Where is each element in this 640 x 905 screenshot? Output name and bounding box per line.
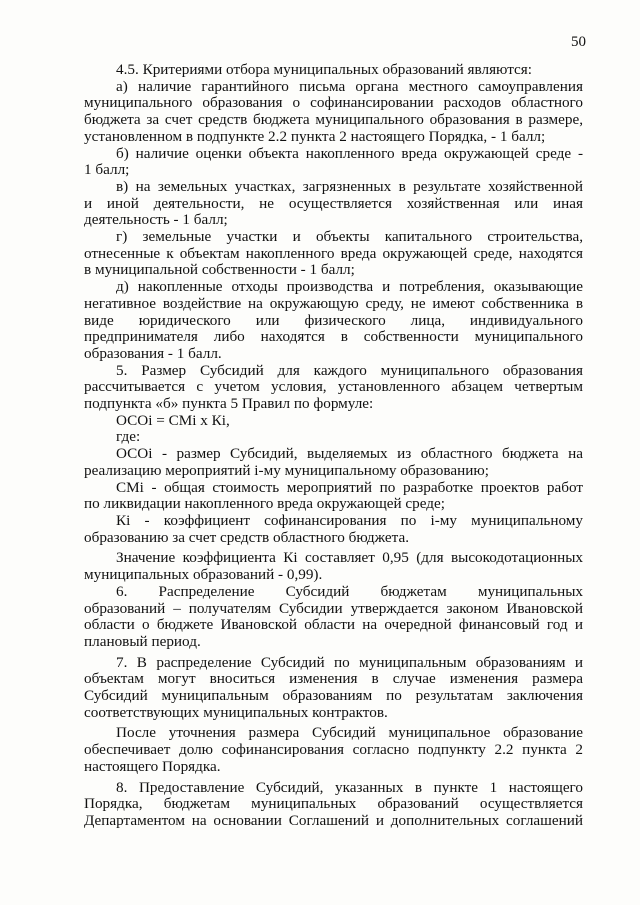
text-line: предпринимателя либо находятся в собственности муниципального bbox=[84, 328, 583, 346]
text-line: образований – получателям Субсидии утверждается законом Ивановской bbox=[84, 599, 583, 617]
document-body bbox=[84, 62, 583, 830]
text-line: 4.5. Критериями отбора муниципальных образований являются: bbox=[116, 61, 532, 78]
text-line: плановый период. bbox=[84, 632, 201, 650]
text-line: в муниципальной собственности - 1 балл; bbox=[84, 261, 355, 279]
text-line: объектам могут вноситься изменения в случае изменения размера bbox=[84, 670, 583, 688]
text-line: ОСОi - размер Субсидий, выделяемых из областного бюджета на bbox=[116, 445, 583, 463]
text-line: муниципального образования о софинансировании расходов областного bbox=[84, 94, 583, 112]
text-line: 8. Предоставление Субсидий, указанных в пункте 1 настоящего bbox=[116, 778, 583, 796]
text-line: 7. В распределение Субсидий по муниципальным образованиям и bbox=[116, 653, 583, 671]
text-line: и иной деятельности, не осуществляется хозяйственная или иная bbox=[84, 194, 583, 212]
text-line: Субсидий муниципальным образованиям по результатам заключения bbox=[84, 687, 583, 705]
text-line: бюджета за счет средств бюджета муниципального образования в размере, bbox=[84, 111, 583, 129]
text-line: б) наличие оценки объекта накопленного вреда окружающей среде - bbox=[116, 144, 583, 162]
text-line: 5. Размер Субсидий для каждого муниципального образования bbox=[116, 361, 583, 379]
text-line: 6. Распределение Субсидий бюджетам муниципальных bbox=[116, 582, 583, 600]
text-line: подпункта «б» пункта 5 Правил по формуле: bbox=[84, 395, 374, 413]
text-line: г) земельные участки и объекты капитального строительства, bbox=[116, 228, 583, 246]
text-line: д) накопленные отходы производства и потребления, оказывающие bbox=[116, 278, 583, 296]
text-line: отнесенные к объектам накопленного вреда окружающей среде, находятся bbox=[84, 244, 583, 262]
text-line: Кi - коэффициент софинансирования по i-му муниципальному bbox=[116, 511, 583, 529]
text-line: образования - 1 балл. bbox=[84, 344, 222, 362]
page-number: 50 bbox=[571, 34, 586, 50]
text-line: а) наличие гарантийного письма органа местного самоуправления bbox=[116, 77, 583, 95]
text-line: соответствующих муниципальных контрактов. bbox=[84, 703, 388, 721]
text-line: негативное воздействие на окружающую среду, не имеют собственника в bbox=[84, 294, 583, 312]
text-line: Значение коэффициента Кi составляет 0,95 (для высокодотационных bbox=[116, 549, 583, 567]
text-line: реализацию мероприятий i-му муниципальному образованию; bbox=[84, 461, 489, 479]
text-line: виде юридического или физического лица, индивидуального bbox=[84, 311, 583, 329]
text-line: области о бюджете Ивановской области на очередной финансовый год и bbox=[84, 616, 583, 634]
text-line: рассчитывается с учетом условия, установленного абзацем четвертым bbox=[84, 378, 583, 396]
text-line: в) на земельных участках, загрязненных в результате хозяйственной bbox=[116, 177, 583, 195]
text-line: Департаментом на основании Соглашений и дополнительных соглашений bbox=[84, 811, 583, 829]
text-line: ОСОi = СМi х Кi, bbox=[116, 411, 230, 429]
text-line: деятельность - 1 балл; bbox=[84, 211, 228, 229]
text-line: Порядка, бюджетам муниципальных образований осуществляется bbox=[84, 795, 583, 813]
text-line: настоящего Порядка. bbox=[84, 757, 221, 775]
text-line: муниципальных образований - 0,99). bbox=[84, 566, 323, 584]
text-line: образованию за счет средств областного бюджета. bbox=[84, 528, 410, 546]
text-line: 1 балл; bbox=[84, 161, 130, 179]
text-line: где: bbox=[116, 428, 141, 446]
text-line: СМi - общая стоимость мероприятий по разработке проектов работ bbox=[116, 478, 583, 496]
text-line: установленном в подпункте 2.2 пункта 2 настоящего Порядка, - 1 балл; bbox=[84, 127, 546, 145]
text-line: по ликвидации накопленного вреда окружающей среде; bbox=[84, 495, 445, 513]
text-line: обеспечивает долю софинансирования согласно подпункту 2.2 пункта 2 bbox=[84, 741, 583, 759]
text-line: После уточнения размера Субсидий муниципальное образование bbox=[116, 724, 583, 742]
